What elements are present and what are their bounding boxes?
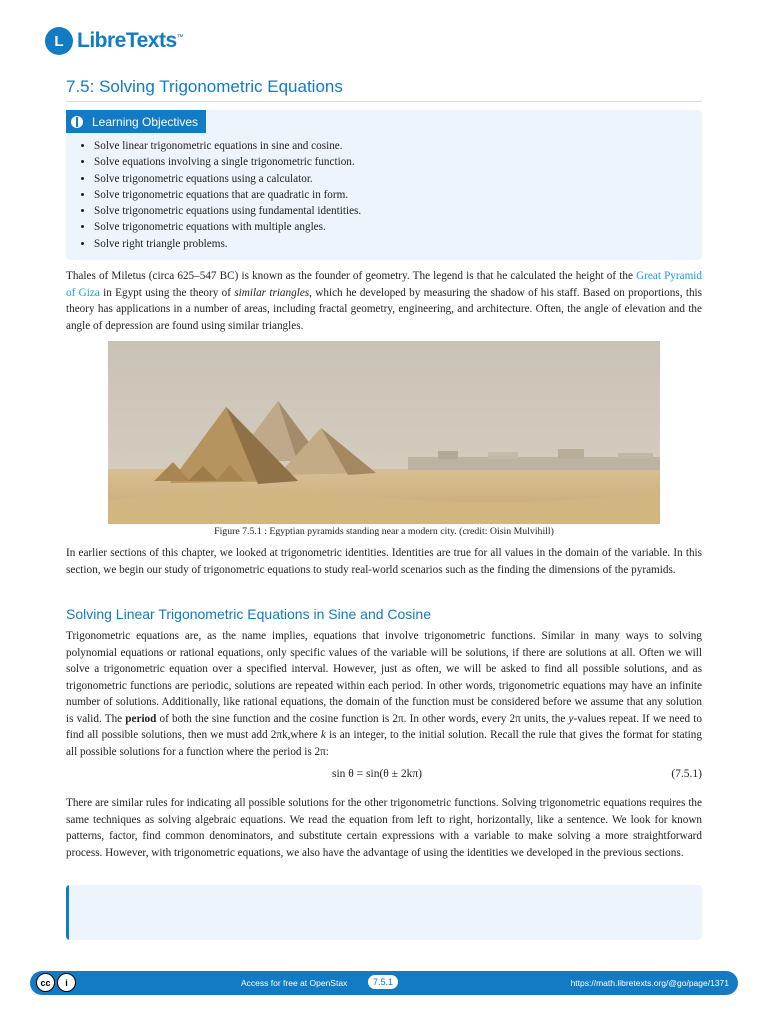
example-box — [66, 885, 702, 940]
cc-icon: cc — [36, 973, 55, 992]
list-item: • Solve trigonometric equations that are quadratic in form. — [94, 187, 361, 203]
list-item: • Solve trigonometric equations using fundamental identities. — [94, 203, 361, 219]
page-number-badge: 7.5.1 — [368, 975, 398, 989]
text-segment: Trigonometric equations are, as the name implies, equations that involve trigonometric functions. Similar in many ways to solving polynomial equations or rational equations, only specific values of the variable will be solutions, if there are solutions at all. Often we will solve a trigonometric equation over a specified interval. However, just as often, we will be asked to find all possible solutions, and as trigonometric functions are periodic, solutions are repeated within each period. In other words, trigonometric equations may have an infinite number of solutions. Additionally, like rational equations, the domain of the function must be considered before we assume that any solution is valid. The — [66, 630, 702, 725]
math-variable: k — [320, 729, 326, 741]
example-box-accent — [66, 885, 69, 940]
text-segment: Thales of Miletus (circa 625–547 BC) is known as the founder of geometry. The legend is that he calculated the height of the — [66, 270, 637, 282]
by-icon: i — [57, 973, 76, 992]
logo-trademark: ™ — [176, 34, 184, 41]
libretexts-logo-icon: L — [45, 27, 73, 55]
learning-objectives-list — [80, 138, 361, 252]
info-icon — [71, 116, 83, 128]
page-url-link[interactable]: https://math.libretexts.org/@go/page/1371 — [570, 978, 729, 988]
emphasis-text: similar triangles — [234, 286, 310, 299]
math-variable: y — [568, 712, 574, 725]
text-segment: in Egypt using the theory of — [99, 286, 235, 299]
license-badge[interactable] — [36, 973, 78, 992]
text-segment: , which he developed by measuring the shadow of his staff. Based on proportions, this theory has applications in a number of areas, including fractal geometry, engineering, and architecture. Often, the angle of elevation and the angle of depression are found using similar triangles. — [66, 286, 702, 332]
list-item: • Solve right triangle problems. — [94, 236, 361, 252]
section-heading: Solving Linear Trigonometric Equations in Sine and Cosine — [66, 606, 431, 622]
pyramids-illustration — [108, 341, 660, 524]
footer-bar — [30, 971, 738, 995]
page-title: 7.5: Solving Trigonometric Equations — [66, 77, 702, 102]
access-text[interactable]: Access for free at OpenStax — [241, 978, 348, 988]
equation-number: (7.5.1) — [671, 768, 702, 780]
list-item: • Solve trigonometric equations with multiple angles. — [94, 219, 361, 235]
pyramids-photo — [108, 341, 660, 524]
figure-caption: Figure 7.5.1 : Egyptian pyramids standing near a modern city. (credit: Oisin Mulvihill) — [214, 526, 554, 537]
logo-name: LibreTexts — [77, 29, 177, 52]
libretexts-logo[interactable] — [45, 27, 183, 55]
equation-text: sin θ = sin(θ ± 2kπ) — [332, 768, 422, 780]
text-segment: is an integer, to the initial solution. Recall the rule that gives the format for stating all possible solutions for a function where the period is 2π: — [66, 729, 702, 758]
list-item: • Solve equations involving a single trigonometric function. — [94, 154, 361, 170]
bold-term: period — [125, 712, 157, 725]
section-paragraph — [66, 628, 702, 760]
closing-paragraph: There are similar rules for indicating all possible solutions for the other trigonometric functions. Solving trigonometric equations requires the same techniques as solving algebraic equations. We read the equation from left to right, horizontally, like a sentence. We look for known patterns, factor, find common denominators, and substitute certain expressions with a variable to make solving a more straightforward process. However, with trigonometric equations, we also have the advantage of using the identities we developed in the previous sections. — [66, 797, 702, 859]
learning-objectives-box — [66, 110, 702, 260]
list-item: • Solve linear trigonometric equations in sine and cosine. — [94, 138, 361, 154]
learning-objectives-header — [66, 110, 206, 133]
intro-paragraph — [66, 268, 702, 334]
paragraph-after-figure: In earlier sections of this chapter, we looked at trigonometric identities. Identities are true for all values in the domain of the variable. In this section, we begin our study of trigonometric equations to study real-world scenarios such as the finding the dimensions of the pyramids. — [66, 547, 702, 576]
learning-objectives-heading: Learning Objectives — [92, 114, 199, 129]
list-item: • Solve trigonometric equations using a calculator. — [94, 171, 361, 187]
equation-block — [66, 768, 702, 786]
text-segment: -values repeat. If we need to find all possible solutions, then we must add 2πk,where — [66, 712, 702, 741]
text-segment: of both the sine function and the cosine function is 2π. In other words, every 2π units, the — [156, 712, 569, 725]
great-pyramid-link[interactable]: Great Pyramid of Giza — [66, 270, 702, 299]
